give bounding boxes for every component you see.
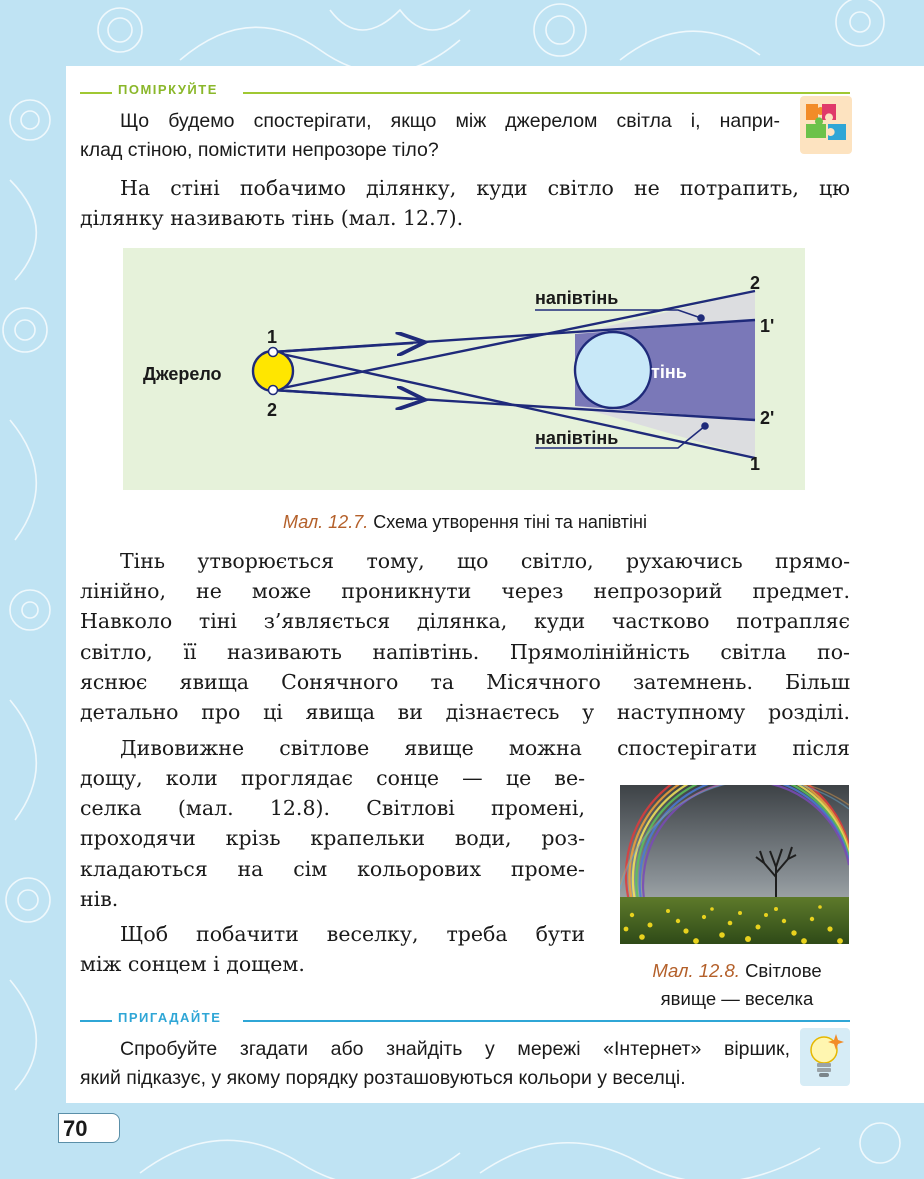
shadow-line: яснює явища Сонячного та Місячного затемнень. Більш bbox=[80, 669, 850, 694]
header-rule-right bbox=[243, 1020, 850, 1022]
rainbow-line: дощу, коли проглядає сонце — це ве- bbox=[80, 766, 585, 790]
page-number: 70 bbox=[58, 1113, 120, 1143]
think-question-line: Що будемо спостерігати, якщо між джерелом світла і, напри- bbox=[120, 110, 780, 132]
think-heading: ПОМІРКУЙТЕ bbox=[118, 82, 218, 97]
source-label: Джерело bbox=[143, 364, 222, 384]
lightbulb-icon bbox=[800, 1028, 850, 1086]
penumbra-top-label: напівтінь bbox=[535, 288, 619, 308]
remember-line: Спробуйте згадати або знайдіть у мережі «Інтернет» віршик, bbox=[120, 1038, 790, 1060]
shadow-diagram bbox=[123, 248, 805, 490]
rainbow-line: селка (мал. 12.8). Світлові промені, bbox=[80, 796, 585, 821]
answer-line: На стіні побачимо ділянку, куди світло не потрапить, цю bbox=[120, 176, 850, 200]
remember-section-header bbox=[80, 1010, 850, 1024]
rainbow-line: Дивовижне світлове явище можна спостерігати після bbox=[120, 736, 850, 760]
remember-line: який підказує, у якому порядку розташовуються кольори у веселці. bbox=[80, 1067, 686, 1089]
caption-number: Мал. 12.8. bbox=[652, 960, 740, 981]
rainbow-line: нів. bbox=[80, 886, 119, 911]
figure-12-7-caption bbox=[80, 512, 850, 533]
caption-text: явище — веселка bbox=[660, 988, 814, 1009]
header-rule-left bbox=[80, 1020, 112, 1022]
header-rule-left bbox=[80, 92, 112, 94]
caption-number: Мал. 12.7. bbox=[283, 512, 369, 532]
edge-1-bottom-label: 1 bbox=[750, 454, 761, 474]
caption-text: Світлове bbox=[745, 960, 822, 981]
shadow-label: тінь bbox=[651, 362, 687, 382]
edge-1prime-label: 1' bbox=[760, 316, 775, 336]
figure-12-8-caption bbox=[612, 957, 862, 1013]
rainbow-first-line bbox=[80, 733, 850, 763]
point-2-label: 2 bbox=[267, 400, 278, 420]
rainbow-paragraph bbox=[80, 763, 585, 914]
puzzle-icon bbox=[800, 96, 852, 154]
header-rule-right bbox=[243, 92, 850, 94]
see-rainbow-paragraph bbox=[80, 919, 585, 979]
think-question bbox=[80, 107, 780, 165]
rainbow-line: проходячи крізь крапельки води, роз- bbox=[80, 826, 585, 851]
decorative-border-left bbox=[0, 0, 66, 1179]
caption-text: Схема утворення тіні та напівтіні bbox=[373, 512, 647, 532]
think-question-line: клад стіною, помістити непрозоре тіло? bbox=[80, 139, 439, 161]
rainbow-line: кладаються на сім кольорових проме- bbox=[80, 856, 585, 881]
point-1-label: 1 bbox=[267, 327, 278, 347]
opaque-object bbox=[575, 332, 651, 408]
answer-line: ділянку називають тінь (мал. 12.7). bbox=[80, 206, 464, 231]
remember-text bbox=[80, 1035, 790, 1093]
answer-paragraph bbox=[80, 173, 850, 233]
remember-heading: ПРИГАДАЙТЕ bbox=[118, 1010, 222, 1025]
shadow-line: Навколо тіні з’являється ділянка, куди частково потрапляє bbox=[80, 609, 850, 634]
edge-2prime-label: 2' bbox=[760, 408, 775, 428]
shadow-line: детально про ці явища ви дізнаєтесь у наступному розділі. bbox=[80, 700, 850, 725]
shadow-paragraph bbox=[80, 546, 850, 727]
see-rainbow-line: між сонцем і дощем. bbox=[80, 952, 305, 977]
decorative-border-top bbox=[0, 0, 924, 66]
shadow-line: Тінь утворюється тому, що світло, рухаючись прямо- bbox=[120, 549, 850, 573]
decorative-border-bottom bbox=[0, 1103, 924, 1179]
source-point-1 bbox=[269, 348, 278, 357]
shadow-line: світло, її називають напівтінь. Прямолінійність світла по- bbox=[80, 639, 850, 664]
source-point-2 bbox=[269, 386, 278, 395]
see-rainbow-line: Щоб побачити веселку, треба бути bbox=[120, 922, 585, 946]
shadow-line: лінійно, не може проникнути через непрозорий предмет. bbox=[80, 579, 850, 604]
rainbow-photo bbox=[620, 785, 849, 944]
think-section-header bbox=[80, 82, 850, 96]
edge-2-top-label: 2 bbox=[750, 273, 761, 293]
penumbra-bottom-label: напівтінь bbox=[535, 428, 619, 448]
